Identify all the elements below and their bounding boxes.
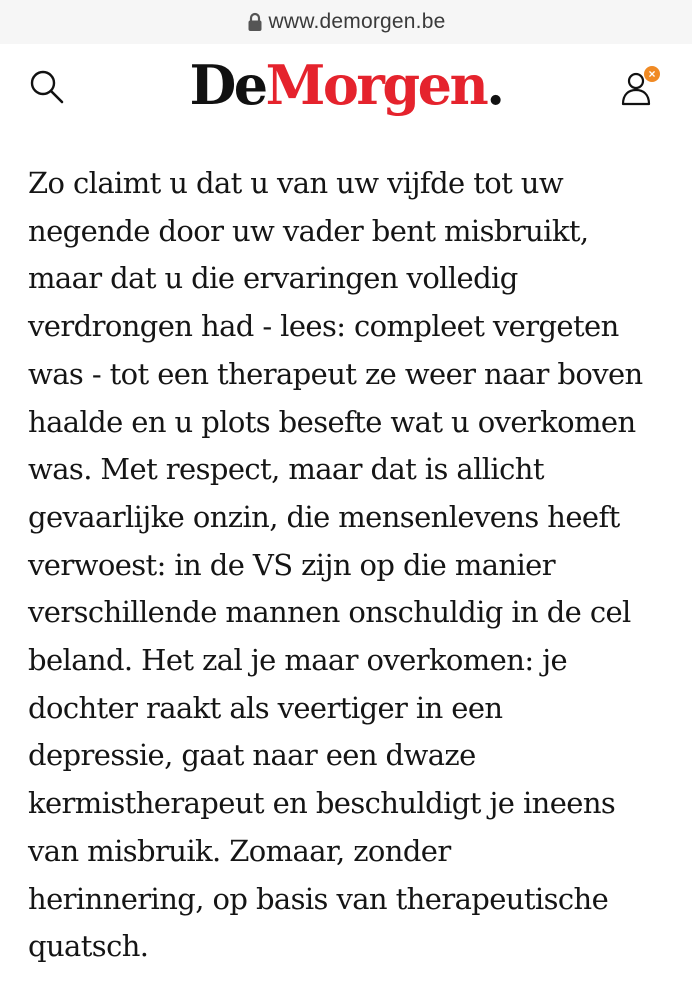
text-line: beland. Het zal je maar overkomen: je [28, 643, 568, 678]
text-line: negende door uw vader bent misbruikt, [28, 213, 589, 248]
text-line: Zo claimt u dat u van uw vijfde tot uw [28, 166, 564, 200]
text-line: verdrongen had - lees: compleet vergeten [28, 309, 619, 344]
article-body [28, 160, 668, 971]
text-line: kermistherapeut en beschuldigt je ineens [28, 786, 616, 821]
text-line: quatsch. [28, 929, 149, 964]
text-line: van misbruik. Zomaar, zonder [28, 833, 451, 868]
browser-url-bar[interactable] [0, 0, 692, 44]
logo-part-de: De [189, 53, 266, 117]
text-line: was - tot een therapeut ze weer naar boven [28, 356, 643, 391]
site-logo[interactable] [0, 52, 692, 118]
account-button[interactable] [616, 64, 662, 110]
text-line: depressie, gaat naar een dwaze [28, 738, 476, 773]
text-line: was. Met respect, maar dat is allicht [28, 452, 544, 487]
text-line: haalde en u plots besefte wat u overkomen [28, 404, 636, 439]
logo-dot: . [486, 53, 503, 117]
logo-part-morgen: Morgen [265, 53, 487, 117]
notification-badge: × [644, 66, 660, 82]
text-line: verwoest: in de VS zijn op die manier [28, 547, 555, 582]
text-line: gevaarlijke onzin, die mensenlevens heeft [28, 499, 620, 534]
text-line: dochter raakt als veertiger in een [28, 690, 503, 725]
lock-icon [247, 12, 263, 32]
text-line: maar dat u die ervaringen volledig [28, 261, 518, 296]
text-line: verschillende mannen onschuldig in de cel [28, 595, 631, 630]
site-header [0, 44, 692, 134]
url-text: www.demorgen.be [268, 10, 446, 33]
article-paragraph [28, 160, 668, 971]
text-line: herinnering, op basis van therapeutische [28, 881, 609, 916]
